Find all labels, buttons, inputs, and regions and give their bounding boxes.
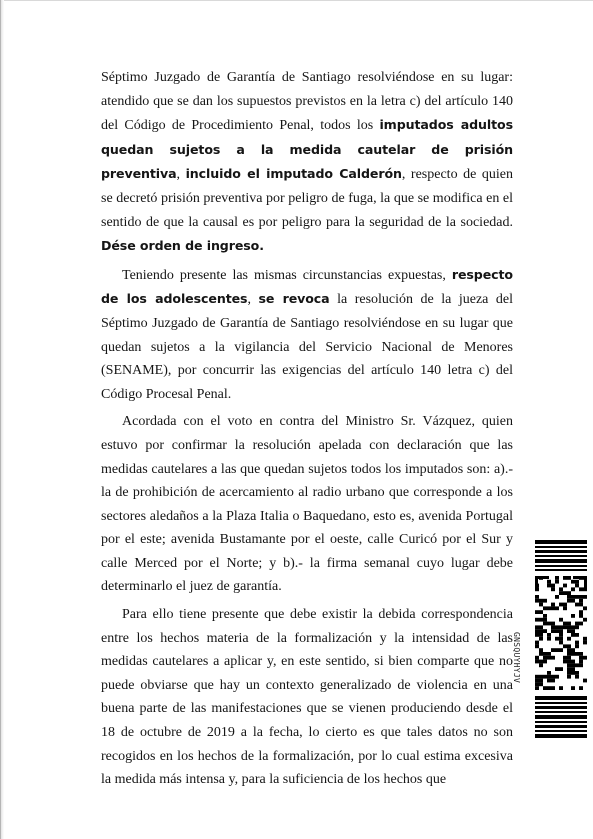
barcode-module <box>535 595 539 599</box>
barcode-module <box>571 686 575 690</box>
barcode-module <box>567 675 571 679</box>
paragraph-4 <box>101 603 513 792</box>
bold-run: se revoca <box>258 291 330 307</box>
barcode-module <box>551 648 555 652</box>
barcode-module <box>543 686 547 690</box>
barcode-module <box>567 644 571 648</box>
barcode-module <box>535 644 539 648</box>
barcode-module <box>543 660 547 664</box>
barcode-module <box>547 584 551 588</box>
barcode-module <box>535 625 539 629</box>
barcode-module <box>535 576 538 590</box>
barcode-module <box>535 682 539 686</box>
barcode-module <box>567 599 571 603</box>
paragraph-2 <box>101 263 513 407</box>
barcode-module <box>543 618 547 622</box>
barcode-stripe <box>535 565 587 567</box>
bold-run: incluido el imputado Calderón <box>185 166 402 182</box>
barcode-module <box>547 606 551 610</box>
barcode-module <box>547 637 551 641</box>
barcode-module <box>584 576 587 590</box>
bold-run: imputados adultos quedan sujetos a la medida cautelar de prisión preventiva <box>101 117 514 182</box>
barcode-module <box>559 686 563 690</box>
barcode-module <box>575 603 579 607</box>
barcode-module <box>535 629 539 633</box>
barcode-module <box>539 625 543 629</box>
barcode-module <box>551 584 555 588</box>
barcode-module <box>547 686 551 690</box>
barcode-module <box>583 679 587 683</box>
barcode-module <box>559 667 563 671</box>
barcode-module <box>547 675 551 679</box>
barcode-stripe <box>535 555 587 557</box>
barcode-stripe <box>535 569 587 571</box>
barcode-module <box>555 629 559 633</box>
barcode-module <box>567 595 571 599</box>
barcode-module <box>575 584 579 588</box>
barcode-module <box>583 618 587 622</box>
barcode-module <box>571 660 575 664</box>
barcode-module <box>571 663 575 667</box>
barcode-module <box>539 660 543 664</box>
barcode-module <box>563 660 567 664</box>
barcode-module <box>555 675 559 679</box>
barcode-stripe <box>535 734 587 738</box>
barcode-module <box>579 622 583 626</box>
barcode-module <box>535 679 539 683</box>
barcode-module <box>579 603 583 607</box>
barcode-stripe <box>535 715 587 719</box>
barcode-module <box>547 580 551 584</box>
barcode-module <box>543 652 547 656</box>
barcode-module <box>567 576 571 580</box>
barcode-module <box>543 614 547 618</box>
text-run: , <box>247 292 259 308</box>
barcode-module <box>559 637 563 641</box>
barcode-stripe <box>535 706 587 709</box>
barcode-module <box>535 610 539 614</box>
barcode-module <box>539 682 543 686</box>
barcode-module <box>551 606 555 610</box>
barcode-module <box>535 599 539 603</box>
barcode-module <box>559 648 563 652</box>
barcode-module <box>583 595 587 599</box>
page-top-edge <box>0 0 593 1</box>
barcode-stripe <box>535 711 587 713</box>
barcode-module <box>551 629 555 633</box>
barcode-module <box>583 641 587 645</box>
barcode-module <box>539 633 543 637</box>
barcode-module <box>571 648 575 652</box>
text-run: Para ello tiene presente que debe existir la debida correspondencia entre los hechos materia de la formalización y la intensidad de las medidas cautelares a aplicar y, en este sentido, si bien comparte que no puede obviarse que hay un contexto generalizado de violencia en una buena parte de las manifestaciones que se vienen produciendo desde el 18 de octubre de 2019 a la fecha, lo cierto es que tales datos no son recogidos en los hechos de la formalización, por lo cual estima excesiva la medida más intensa y, para la suficiencia de los hechos que <box>101 607 513 788</box>
barcode-module <box>571 599 575 603</box>
barcode-module <box>567 625 571 629</box>
barcode-module <box>555 595 559 599</box>
barcode-module <box>583 606 587 610</box>
barcode-module <box>543 599 547 603</box>
barcode-module <box>563 625 567 629</box>
paragraph-3 <box>101 410 513 599</box>
barcode-stripe <box>535 696 587 700</box>
barcode-module <box>559 618 563 622</box>
barcode-module <box>547 633 551 637</box>
barcode-module <box>583 637 587 641</box>
barcode-module <box>539 603 543 607</box>
barcode-module <box>571 667 575 671</box>
verification-code-label: GNSQUYHYJV <box>512 632 521 684</box>
text-run: Teniendo presente las mismas circunstancias expuestas, <box>122 267 452 283</box>
barcode-module <box>563 606 567 610</box>
barcode-module <box>539 648 543 652</box>
text-run: Séptimo Juzgado de Garantía de Santiago resolviéndose en su lugar: atendido que se dan los supuestos previstos en la letra c) del artículo 140 del Código de Procedimiento Penal, todos los <box>101 70 513 134</box>
barcode-module <box>539 675 543 679</box>
barcode-module <box>567 652 571 656</box>
barcode-module <box>551 587 555 591</box>
barcode-module <box>571 633 575 637</box>
barcode-module <box>575 580 579 584</box>
barcode-stripe <box>535 702 587 704</box>
barcode-stripe <box>535 546 587 548</box>
page-left-shadow <box>1 0 4 839</box>
barcode-module <box>543 606 547 610</box>
barcode-module <box>575 622 579 626</box>
barcode-module <box>543 675 547 679</box>
barcode-module <box>575 641 579 645</box>
barcode-module <box>583 656 587 660</box>
barcode-module <box>579 660 583 664</box>
barcode-module <box>567 637 571 641</box>
document-body <box>101 66 513 796</box>
barcode-module <box>535 656 539 660</box>
barcode-stripe <box>535 730 587 732</box>
barcode-module <box>579 656 583 660</box>
barcode-module <box>563 576 567 580</box>
barcode-module <box>551 622 555 626</box>
barcode-module <box>539 637 543 641</box>
barcode-module <box>539 629 543 633</box>
bold-run: respecto de los adolescentes <box>101 266 513 307</box>
barcode-module <box>555 580 559 584</box>
barcode-module <box>571 587 575 591</box>
barcode-module <box>563 591 567 595</box>
text-run: la resolución de la jueza del Séptimo Juzgado de Garantía de Santiago resolviéndose en su lugar que quedan sujetos a la vigilancia del Servicio Nacional de Menores (SENAME), por concurrir las exigencias del artículo 140 letra c) del Código Procesal Penal. <box>101 292 513 402</box>
barcode-module <box>535 660 539 664</box>
barcode-module <box>543 656 547 660</box>
barcode-module <box>567 629 571 633</box>
barcode-module <box>575 663 579 667</box>
barcode-module <box>567 622 571 626</box>
barcode-module <box>575 644 579 648</box>
text-run: , respecto de quien se decretó prisión preventiva por peligro de fuga, la que se modifica en el sentido de que la causal es por peligro para la seguridad de la sociedad. <box>101 167 513 230</box>
barcode-module <box>579 599 583 603</box>
barcode-module <box>559 603 563 607</box>
barcode-module <box>575 595 579 599</box>
barcode-module <box>551 686 555 690</box>
barcode-module <box>575 633 579 637</box>
barcode-module <box>571 580 575 584</box>
barcode-module <box>547 652 551 656</box>
barcode-module <box>579 595 583 599</box>
barcode-module <box>563 584 567 588</box>
barcode-module <box>539 599 543 603</box>
barcode-stripe <box>535 559 587 563</box>
barcode-module <box>567 663 571 667</box>
barcode-module <box>571 652 575 656</box>
barcode-module <box>535 641 539 645</box>
barcode-module <box>539 663 543 667</box>
barcode-module <box>571 625 575 629</box>
barcode-module <box>551 679 555 683</box>
barcode-module <box>551 625 555 629</box>
barcode-module <box>539 679 543 683</box>
barcode-module <box>535 686 539 690</box>
barcode-module <box>575 671 579 675</box>
barcode-module <box>567 656 571 660</box>
barcode-module <box>547 679 551 683</box>
barcode-module <box>559 587 563 591</box>
barcode-module <box>539 610 543 614</box>
barcode-module <box>555 606 559 610</box>
barcode-module <box>535 633 539 637</box>
barcode-module <box>579 587 583 591</box>
barcode-module <box>567 671 571 675</box>
barcode-module <box>579 686 583 690</box>
barcode-module <box>551 675 555 679</box>
barcode-module <box>575 675 579 679</box>
barcode-stripe <box>535 550 587 553</box>
barcode-module <box>563 644 567 648</box>
barcode-module <box>567 591 571 595</box>
barcode-module <box>539 652 543 656</box>
barcode-module <box>567 667 571 671</box>
barcode-module <box>575 625 579 629</box>
barcode-module <box>567 660 571 664</box>
verification-barcode <box>535 540 587 740</box>
text-run: Acordada con el voto en contra del Ministro Sr. Vázquez, quien estuvo por confirmar la resolución apelada con declaración que las medidas cautelares a las que quedan sujetos todos los imputados son: a).- la de prohibición de acercamiento al radio urbano que corresponde a los sectores aledaños a la Plaza Italia o Baquedano, esto es, avenida Portugal por el este; avenida Bustamante por el oeste, calle Curicó por el Sur y calle Merced por el Norte; y b).- la firma semanal cuyo lugar debe determinarlo el juez de garantía. <box>101 414 513 595</box>
barcode-module <box>551 656 555 660</box>
barcode-module <box>555 576 559 580</box>
barcode-module <box>559 633 563 637</box>
barcode-module <box>563 622 567 626</box>
paragraph-1 <box>101 66 513 259</box>
barcode-module <box>563 656 567 660</box>
barcode-module <box>571 629 575 633</box>
barcode-module <box>563 603 567 607</box>
bold-run: Dése orden de ingreso. <box>101 238 264 254</box>
barcode-module <box>571 671 575 675</box>
barcode-module <box>555 637 559 641</box>
barcode-module <box>555 625 559 629</box>
barcode-module <box>571 595 575 599</box>
barcode-module <box>551 603 555 607</box>
barcode-module <box>547 671 551 675</box>
barcode-module <box>543 629 547 633</box>
barcode-module <box>555 648 559 652</box>
barcode-module <box>579 663 583 667</box>
barcode-module <box>547 622 551 626</box>
barcode-module <box>571 614 575 618</box>
barcode-module <box>579 614 583 618</box>
barcode-stripe <box>535 725 587 728</box>
barcode-module <box>575 652 579 656</box>
barcode-module <box>547 656 551 660</box>
barcode-stripe <box>535 540 587 544</box>
barcode-module <box>555 667 559 671</box>
barcode-module <box>535 618 539 622</box>
barcode-module <box>567 648 571 652</box>
barcode-module <box>543 622 547 626</box>
barcode-module <box>579 610 583 614</box>
barcode-stripe <box>535 721 587 723</box>
text-run: , <box>176 167 186 183</box>
barcode-module <box>559 591 563 595</box>
barcode-module <box>559 641 563 645</box>
barcode-module <box>579 652 583 656</box>
barcode-module <box>559 629 563 633</box>
barcode-module <box>539 618 543 622</box>
barcode-module <box>535 675 539 679</box>
barcode-module <box>559 625 563 629</box>
